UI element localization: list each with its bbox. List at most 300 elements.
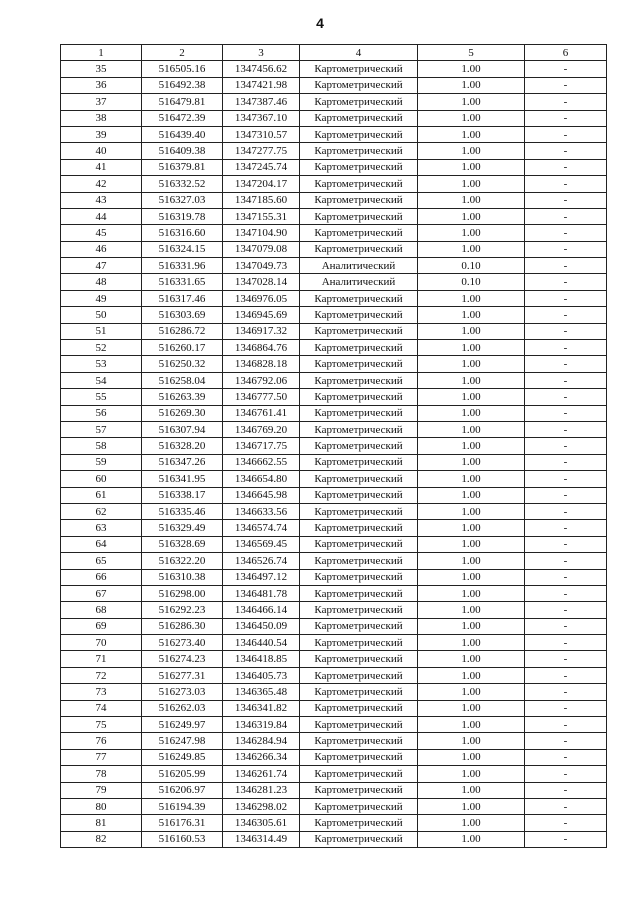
table-cell: 1346466.14 (223, 602, 300, 618)
table-cell: 43 (61, 192, 142, 208)
table-row (61, 225, 607, 241)
table-cell: 79 (61, 782, 142, 798)
table-cell: 516263.39 (142, 389, 223, 405)
table-row (61, 77, 607, 93)
table-cell: 516328.69 (142, 536, 223, 552)
table-row (61, 274, 607, 290)
table-cell: Картометрический (300, 290, 418, 306)
table-cell: 516176.31 (142, 815, 223, 831)
table-cell: Картометрический (300, 798, 418, 814)
table-cell: 516269.30 (142, 405, 223, 421)
table-cell: 516206.97 (142, 782, 223, 798)
table-cell: 1.00 (418, 667, 525, 683)
table-cell: 1347185.60 (223, 192, 300, 208)
table-row (61, 323, 607, 339)
table-cell: 1346450.09 (223, 618, 300, 634)
table-cell: 0.10 (418, 274, 525, 290)
table-cell: 1347456.62 (223, 61, 300, 77)
column-header: 6 (525, 45, 607, 61)
table-row (61, 340, 607, 356)
table-row (61, 684, 607, 700)
table-cell: 1347204.17 (223, 176, 300, 192)
table-cell: 1.00 (418, 487, 525, 503)
table-cell: 42 (61, 176, 142, 192)
table-cell: Картометрический (300, 241, 418, 257)
table-row (61, 241, 607, 257)
table-cell: 1346654.80 (223, 471, 300, 487)
table-row (61, 635, 607, 651)
table-cell: 73 (61, 684, 142, 700)
table-cell: 516328.20 (142, 438, 223, 454)
table-cell: - (525, 176, 607, 192)
table-cell: 1346633.56 (223, 503, 300, 519)
table-cell: 1347387.46 (223, 94, 300, 110)
table-cell: 1.00 (418, 520, 525, 536)
table-cell: 1346497.12 (223, 569, 300, 585)
table-cell: 78 (61, 766, 142, 782)
table-cell: - (525, 225, 607, 241)
table-cell: 516322.20 (142, 553, 223, 569)
table-cell: Аналитический (300, 258, 418, 274)
table-cell: 1.00 (418, 798, 525, 814)
table-cell: - (525, 618, 607, 634)
table-cell: 45 (61, 225, 142, 241)
table-cell: - (525, 651, 607, 667)
table-body (61, 61, 607, 848)
table-cell: 1346319.84 (223, 717, 300, 733)
table-cell: 1347049.73 (223, 258, 300, 274)
table-cell: Картометрический (300, 618, 418, 634)
table-cell: 50 (61, 307, 142, 323)
table-cell: 1347421.98 (223, 77, 300, 93)
table-cell: - (525, 585, 607, 601)
table-cell: 516310.38 (142, 569, 223, 585)
table-cell: 1.00 (418, 208, 525, 224)
table-cell: - (525, 143, 607, 159)
table-cell: - (525, 749, 607, 765)
table-cell: Картометрический (300, 700, 418, 716)
table-cell: Картометрический (300, 421, 418, 437)
table-cell: - (525, 110, 607, 126)
table-cell: 1346261.74 (223, 766, 300, 782)
table-cell: 516303.69 (142, 307, 223, 323)
table-cell: Картометрический (300, 585, 418, 601)
table-cell: Картометрический (300, 651, 418, 667)
table-cell: 62 (61, 503, 142, 519)
table-cell: 1346526.74 (223, 553, 300, 569)
table-cell: - (525, 307, 607, 323)
table-cell: 516273.40 (142, 635, 223, 651)
table-cell: 1347155.31 (223, 208, 300, 224)
table-cell: 516335.46 (142, 503, 223, 519)
table-cell: 1.00 (418, 684, 525, 700)
table-row (61, 618, 607, 634)
table-row (61, 536, 607, 552)
table-cell: 1.00 (418, 110, 525, 126)
table-cell: 39 (61, 126, 142, 142)
table-row (61, 733, 607, 749)
table-cell: Картометрический (300, 307, 418, 323)
table-cell: 516316.60 (142, 225, 223, 241)
table-cell: 1.00 (418, 602, 525, 618)
table-cell: 47 (61, 258, 142, 274)
table-cell: 1346917.32 (223, 323, 300, 339)
table-cell: 1.00 (418, 61, 525, 77)
table-cell: 516277.31 (142, 667, 223, 683)
table-cell: Картометрический (300, 225, 418, 241)
table-cell: 56 (61, 405, 142, 421)
table-cell: - (525, 438, 607, 454)
table-cell: Картометрический (300, 503, 418, 519)
table-cell: Картометрический (300, 110, 418, 126)
table-cell: 1.00 (418, 700, 525, 716)
table-cell: 1.00 (418, 143, 525, 159)
table-cell: Картометрический (300, 766, 418, 782)
table-row (61, 602, 607, 618)
table-cell: 1347104.90 (223, 225, 300, 241)
table-cell: 516409.38 (142, 143, 223, 159)
table-cell: - (525, 471, 607, 487)
table-cell: 516307.94 (142, 421, 223, 437)
table-cell: 0.10 (418, 258, 525, 274)
table-cell: 1346769.20 (223, 421, 300, 437)
table-cell: Картометрический (300, 536, 418, 552)
table-cell: 516273.03 (142, 684, 223, 700)
table-cell: 516332.52 (142, 176, 223, 192)
table-cell: 1.00 (418, 225, 525, 241)
table-cell: 1.00 (418, 651, 525, 667)
table-cell: 516331.96 (142, 258, 223, 274)
table-cell: Картометрический (300, 94, 418, 110)
table-row (61, 94, 607, 110)
table-cell: 516347.26 (142, 454, 223, 470)
table-cell: 54 (61, 372, 142, 388)
table-cell: Картометрический (300, 553, 418, 569)
table-cell: Картометрический (300, 405, 418, 421)
table-row (61, 110, 607, 126)
table-cell: Картометрический (300, 717, 418, 733)
table-cell: 41 (61, 159, 142, 175)
table-cell: Картометрический (300, 356, 418, 372)
table-cell: - (525, 405, 607, 421)
table-cell: 1346440.54 (223, 635, 300, 651)
table-cell: 1346284.94 (223, 733, 300, 749)
table-cell: Картометрический (300, 323, 418, 339)
table-cell: 516262.03 (142, 700, 223, 716)
table-row (61, 372, 607, 388)
table-row (61, 126, 607, 142)
table-cell: Картометрический (300, 389, 418, 405)
table-cell: 516439.40 (142, 126, 223, 142)
table-cell: 44 (61, 208, 142, 224)
table-cell: - (525, 290, 607, 306)
table-cell: 1346266.34 (223, 749, 300, 765)
table-cell: 1.00 (418, 717, 525, 733)
table-cell: 516274.23 (142, 651, 223, 667)
table-cell: 1346976.05 (223, 290, 300, 306)
table-cell: - (525, 389, 607, 405)
table-cell: - (525, 258, 607, 274)
table-cell: 1347277.75 (223, 143, 300, 159)
table-row (61, 520, 607, 536)
column-header: 1 (61, 45, 142, 61)
table-row (61, 290, 607, 306)
table-cell: 516338.17 (142, 487, 223, 503)
table-row (61, 585, 607, 601)
table-row (61, 438, 607, 454)
table-cell: 77 (61, 749, 142, 765)
table-cell: 75 (61, 717, 142, 733)
table-cell: 516160.53 (142, 831, 223, 847)
table-cell: 1.00 (418, 733, 525, 749)
table-cell: 61 (61, 487, 142, 503)
table-cell: Картометрический (300, 176, 418, 192)
table-cell: 516298.00 (142, 585, 223, 601)
table-cell: 1.00 (418, 569, 525, 585)
table-cell: - (525, 798, 607, 814)
table-cell: 1346365.48 (223, 684, 300, 700)
table-cell: 67 (61, 585, 142, 601)
table-cell: 1346281.23 (223, 782, 300, 798)
table-cell: 1.00 (418, 372, 525, 388)
table-cell: Картометрический (300, 684, 418, 700)
table-row (61, 176, 607, 192)
table-cell: - (525, 766, 607, 782)
table-row (61, 454, 607, 470)
table-cell: 1.00 (418, 766, 525, 782)
table-cell: 63 (61, 520, 142, 536)
table-cell: 516327.03 (142, 192, 223, 208)
table-cell: - (525, 241, 607, 257)
table-cell: 1.00 (418, 405, 525, 421)
table-cell: - (525, 700, 607, 716)
table-cell: Картометрический (300, 749, 418, 765)
column-header: 3 (223, 45, 300, 61)
table-cell: - (525, 274, 607, 290)
table-cell: 1346828.18 (223, 356, 300, 372)
table-cell: - (525, 94, 607, 110)
table-cell: - (525, 159, 607, 175)
table-cell: 66 (61, 569, 142, 585)
table-cell: Картометрический (300, 192, 418, 208)
table-cell: 1.00 (418, 471, 525, 487)
table-cell: 516258.04 (142, 372, 223, 388)
table-cell: 1.00 (418, 241, 525, 257)
table-cell: - (525, 553, 607, 569)
table-cell: - (525, 602, 607, 618)
table-cell: 516286.30 (142, 618, 223, 634)
table-cell: 1346645.98 (223, 487, 300, 503)
table-cell: 1347028.14 (223, 274, 300, 290)
table-cell: Картометрический (300, 635, 418, 651)
table-cell: 1.00 (418, 159, 525, 175)
table-cell: 1.00 (418, 94, 525, 110)
table-cell: 49 (61, 290, 142, 306)
table-cell: 57 (61, 421, 142, 437)
table-cell: Картометрический (300, 602, 418, 618)
table-cell: - (525, 61, 607, 77)
column-header: 4 (300, 45, 418, 61)
table-cell: 46 (61, 241, 142, 257)
table-row (61, 487, 607, 503)
table-cell: 1346341.82 (223, 700, 300, 716)
table-cell: 516505.16 (142, 61, 223, 77)
table-cell: - (525, 487, 607, 503)
header-row (61, 45, 607, 61)
table-cell: 1346777.50 (223, 389, 300, 405)
table-cell: Картометрический (300, 454, 418, 470)
table-cell: 53 (61, 356, 142, 372)
table-cell: 1.00 (418, 389, 525, 405)
table-row (61, 143, 607, 159)
table-cell: 59 (61, 454, 142, 470)
table-row (61, 405, 607, 421)
table-cell: 58 (61, 438, 142, 454)
table-row (61, 421, 607, 437)
table-cell: 1346717.75 (223, 438, 300, 454)
table-row (61, 192, 607, 208)
table-cell: - (525, 192, 607, 208)
table-cell: 516492.38 (142, 77, 223, 93)
table-cell: 36 (61, 77, 142, 93)
table-cell: - (525, 520, 607, 536)
table-cell: 1.00 (418, 323, 525, 339)
table-cell: 1346405.73 (223, 667, 300, 683)
table-cell: 1346314.49 (223, 831, 300, 847)
table-cell: - (525, 126, 607, 142)
table-cell: 516317.46 (142, 290, 223, 306)
table-cell: 1.00 (418, 782, 525, 798)
table-cell: 1.00 (418, 585, 525, 601)
table-cell: 68 (61, 602, 142, 618)
table-cell: Картометрический (300, 208, 418, 224)
table-cell: 80 (61, 798, 142, 814)
table-cell: 516472.39 (142, 110, 223, 126)
table-cell: - (525, 733, 607, 749)
table-cell: Картометрический (300, 733, 418, 749)
table-cell: 516249.97 (142, 717, 223, 733)
table-cell: 1.00 (418, 503, 525, 519)
table-cell: Картометрический (300, 831, 418, 847)
table-cell: 516260.17 (142, 340, 223, 356)
table-cell: 37 (61, 94, 142, 110)
table-cell: - (525, 356, 607, 372)
table-cell: 1.00 (418, 421, 525, 437)
table-cell: 51 (61, 323, 142, 339)
table-cell: - (525, 208, 607, 224)
table-row (61, 159, 607, 175)
table-cell: 1.00 (418, 454, 525, 470)
table-cell: 52 (61, 340, 142, 356)
table-cell: - (525, 635, 607, 651)
table-cell: 64 (61, 536, 142, 552)
table-cell: 1.00 (418, 77, 525, 93)
table-cell: - (525, 815, 607, 831)
table-cell: - (525, 831, 607, 847)
table-cell: - (525, 421, 607, 437)
table-cell: 48 (61, 274, 142, 290)
table-row (61, 258, 607, 274)
table-cell: - (525, 323, 607, 339)
table-cell: - (525, 684, 607, 700)
table-cell: - (525, 536, 607, 552)
table-cell: 1347245.74 (223, 159, 300, 175)
table-cell: 1.00 (418, 290, 525, 306)
table-cell: Картометрический (300, 340, 418, 356)
table-cell: Картометрический (300, 159, 418, 175)
table-cell: 1346864.76 (223, 340, 300, 356)
table-cell: - (525, 454, 607, 470)
table-cell: - (525, 77, 607, 93)
table-cell: 1.00 (418, 307, 525, 323)
page-number: 4 (316, 15, 324, 31)
table-cell: 1346305.61 (223, 815, 300, 831)
table-cell: Картометрический (300, 143, 418, 159)
table-cell: 1346298.02 (223, 798, 300, 814)
table-cell: Картометрический (300, 667, 418, 683)
table-row (61, 798, 607, 814)
table-row (61, 749, 607, 765)
table-row (61, 700, 607, 716)
table-cell: 1346569.45 (223, 536, 300, 552)
table-cell: 1.00 (418, 126, 525, 142)
table-cell: 1.00 (418, 536, 525, 552)
table-cell: Картометрический (300, 815, 418, 831)
table-cell: 81 (61, 815, 142, 831)
table-cell: 1346945.69 (223, 307, 300, 323)
table-cell: Картометрический (300, 520, 418, 536)
table-cell: 1.00 (418, 831, 525, 847)
table-cell: Картометрический (300, 569, 418, 585)
table-cell: 1.00 (418, 192, 525, 208)
table-cell: 1347079.08 (223, 241, 300, 257)
table-cell: 1346761.41 (223, 405, 300, 421)
table-cell: 1346662.55 (223, 454, 300, 470)
table-cell: 1.00 (418, 635, 525, 651)
table-cell: 516249.85 (142, 749, 223, 765)
table-cell: Картометрический (300, 487, 418, 503)
table-cell: 1.00 (418, 340, 525, 356)
table-cell: 1347367.10 (223, 110, 300, 126)
table-row (61, 553, 607, 569)
table-cell: 82 (61, 831, 142, 847)
table-cell: 1347310.57 (223, 126, 300, 142)
table-row (61, 503, 607, 519)
table-header (61, 45, 607, 61)
table-row (61, 651, 607, 667)
table-cell: 76 (61, 733, 142, 749)
table-cell: 1346792.06 (223, 372, 300, 388)
table-cell: 516324.15 (142, 241, 223, 257)
table-cell: 40 (61, 143, 142, 159)
table-row (61, 61, 607, 77)
table-cell: Картометрический (300, 61, 418, 77)
table-cell: 38 (61, 110, 142, 126)
table-row (61, 667, 607, 683)
table-cell: Картометрический (300, 782, 418, 798)
table-cell: - (525, 717, 607, 733)
table-row (61, 831, 607, 847)
table-cell: 1346418.85 (223, 651, 300, 667)
table-cell: 35 (61, 61, 142, 77)
table-cell: - (525, 667, 607, 683)
table-cell: 1.00 (418, 356, 525, 372)
table-cell: 516331.65 (142, 274, 223, 290)
table-cell: 516286.72 (142, 323, 223, 339)
table-cell: 72 (61, 667, 142, 683)
table-cell: 516250.32 (142, 356, 223, 372)
table-cell: - (525, 340, 607, 356)
